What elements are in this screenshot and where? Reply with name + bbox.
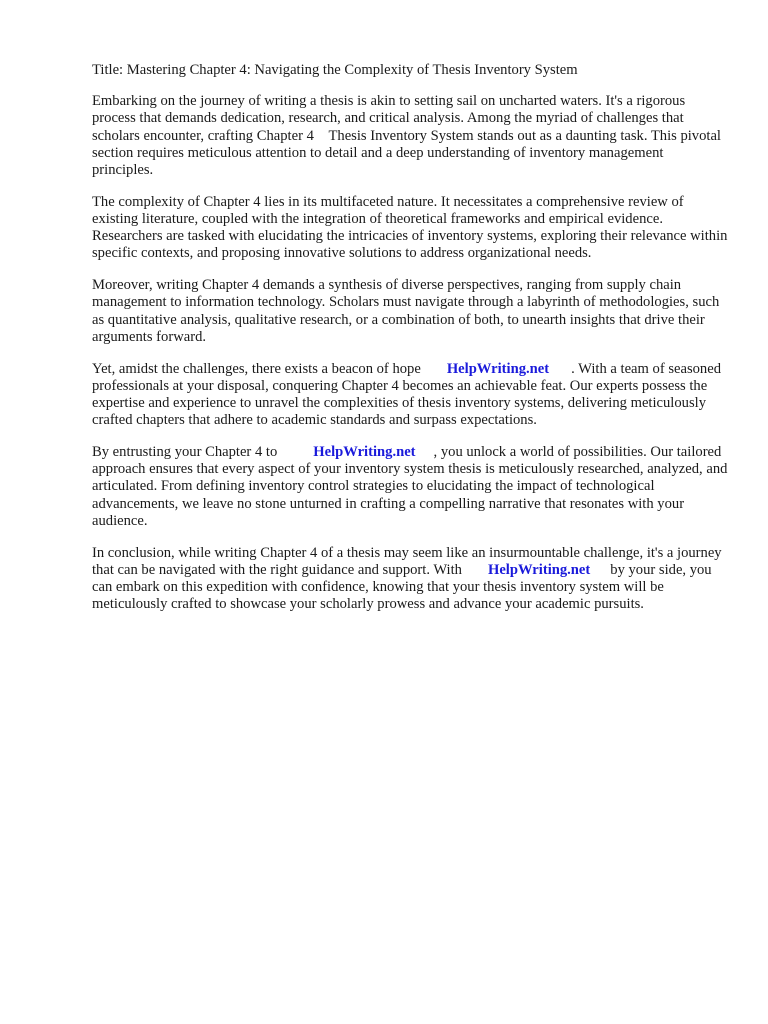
helpwriting-link[interactable]: HelpWriting.net — [313, 444, 416, 461]
helpwriting-link[interactable]: HelpWriting.net — [446, 360, 550, 377]
paragraph-complexity: The complexity of Chapter 4 lies in its multifaceted nature. It necessitates a comprehensive review of existing literature, coupled with the integration of theoretical frameworks and empirical evidence. Researchers are tasked with elucidating the intricacies of inventory systems, exploring their relevance within specific contexts, and proposing innovative solutions to address organizational needs. — [92, 193, 728, 262]
helpwriting-link[interactable]: HelpWriting.net — [487, 561, 591, 578]
paragraph-conclusion-text-end: by your side, you can embark on this expedition with confidence, knowing that your thesis inventory system will be meticulously crafted to showcase your scholarly prowess and advance your academic pursuits. — [92, 561, 712, 613]
paragraph-conclusion — [92, 545, 728, 614]
paragraph-hope — [92, 361, 728, 430]
document-title: Title: Mastering Chapter 4: Navigating the Complexity of Thesis Inventory System — [92, 62, 578, 78]
paragraph-entrust-text-start: By entrusting your Chapter 4 to — [92, 444, 278, 461]
paragraph-synthesis: Moreover, writing Chapter 4 demands a synthesis of diverse perspectives, ranging from supply chain management to information technology. Scholars must navigate through a labyrinth of methodologies, such as quantitative analysis, qualitative research, or a combination of both, to unearth insights that drive their arguments forward. — [92, 277, 720, 345]
paragraph-entrust — [92, 444, 728, 530]
document-page — [92, 62, 728, 628]
paragraph-hope-text-start: Yet, amidst the challenges, there exists a beacon of hope — [92, 360, 421, 377]
paragraph-hope-text-end: . With a team of seasoned professionals at your disposal, conquering Chapter 4 becomes an achievable feat. Our experts possess the expertise and experience to unravel the complexities of thesis inventory systems, delivering meticulously crafted chapters that adhere to academic standards and surpass expectations. — [92, 360, 722, 429]
paragraph-intro: Embarking on the journey of writing a thesis is akin to setting sail on uncharted waters. It's a rigorous process that demands dedication, research, and critical analysis. Among the myriad of challenges that scholars encounter, crafting Chapter 4 Thesis Inventory System stands out as a daunting task. This pivotal section requires meticulous attention to detail and a deep understanding of inventory management principles. — [92, 93, 721, 179]
paragraph-entrust-text-end: , you unlock a world of possibilities. Our tailored approach ensures that every aspect of your inventory system thesis is meticulously researched, analyzed, and articulated. From defining inventory control strategies to elucidating the impact of technological advancements, we leave no stone unturned in crafting a compelling narrative that resonates with your audience. — [92, 444, 728, 529]
paragraph-conclusion-text-start: In conclusion, while writing Chapter 4 of a thesis may seem like an insurmountable challenge, it's a journey that can be navigated with the right guidance and support. With — [92, 544, 722, 578]
